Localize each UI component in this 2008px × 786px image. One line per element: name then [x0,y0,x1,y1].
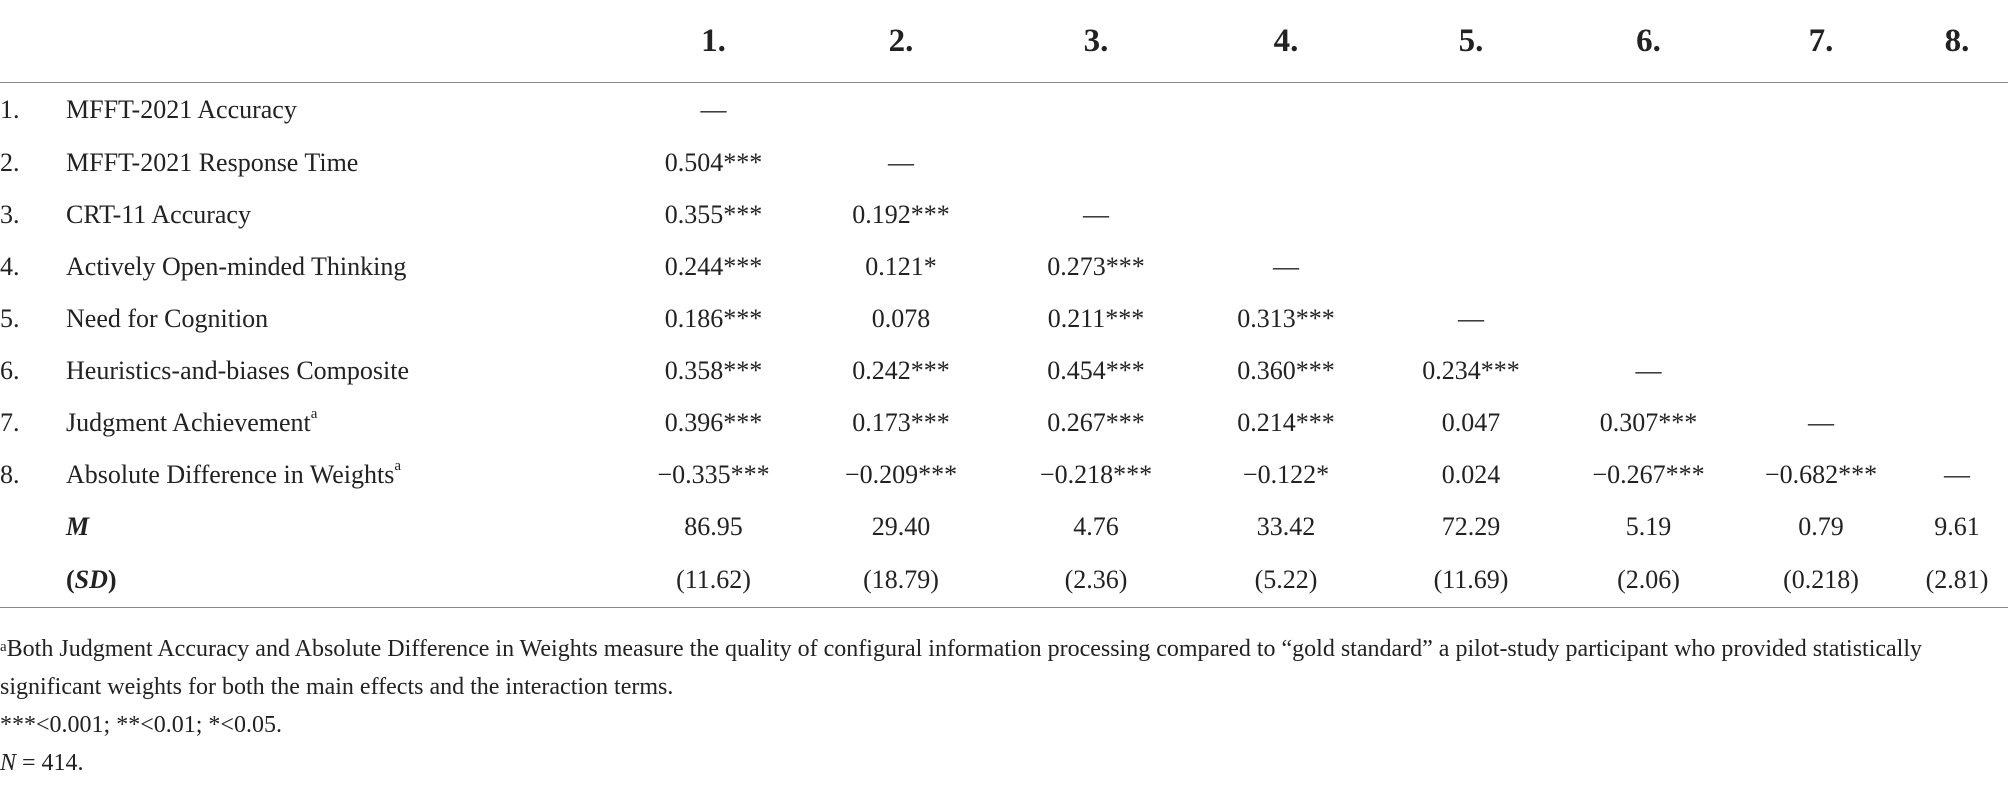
table-cell: 0.024 [1441,460,1501,489]
table-cell: 0.358*** [664,356,763,385]
sd-row-label: (SD) [66,553,626,608]
table-row [0,397,2008,449]
mean-cell: 0.79 [1798,512,1844,541]
table-cell [1736,137,1906,189]
significance-note: ***<0.001; **<0.01; *<0.05. [0,712,282,738]
table-row [0,449,2008,501]
header-blank-num [0,0,66,83]
column-header-7: 7. [1736,0,1906,83]
table-cell: — [1083,200,1109,229]
mean-cell: 5.19 [1625,512,1672,541]
column-header-2: 2. [801,0,1001,83]
sd-cell: (2.36) [1001,553,1191,608]
table-cell: 0.234*** [1422,356,1520,385]
table-cell [1736,83,1906,138]
table-cell [1381,83,1561,138]
table-cell: 0.313*** [1237,304,1335,333]
table-cell [1736,293,1906,345]
table-cell [1906,397,2008,449]
table-cell [1191,83,1381,138]
table-cell: 0.267*** [1047,408,1145,437]
table-cell [1001,137,1191,189]
table-cell [1561,293,1736,345]
table-row [0,345,2008,397]
table-cell [1561,189,1736,241]
mean-row-label: M [66,512,90,541]
table-cell: 0.078 [871,304,931,333]
table-cell: — [888,148,914,177]
sd-cell: (2.81) [1906,553,2008,608]
row-label: MFFT-2021 Response Time [66,148,359,177]
table-cell: 0.214*** [1237,408,1335,437]
table-cell [1381,189,1561,241]
mean-cell: 72.29 [1441,512,1501,541]
row-number: 1. [0,95,20,124]
table-row [0,83,2008,138]
row-label-footnote-mark: a [394,458,402,474]
n-value: = 414. [16,750,84,776]
table-cell: — [700,95,727,124]
table-cell: −0.682*** [1764,460,1878,489]
table-cell: 0.244*** [664,252,763,281]
table-notes [0,630,2000,782]
row-number: 3. [0,200,20,229]
table-row [0,189,2008,241]
table-cell: 0.242*** [852,356,950,385]
table-cell: — [1635,356,1662,385]
header-blank-label [66,0,626,83]
table-cell [1736,189,1906,241]
sd-cell: (5.22) [1191,553,1381,608]
table-cell: 0.307*** [1599,408,1698,437]
table-cell: — [1808,408,1834,437]
table-row [0,293,2008,345]
table-cell [1906,293,2008,345]
table-cell: 0.047 [1441,408,1501,437]
table-cell [1906,83,2008,138]
row-number: 8. [0,460,20,489]
table-cell [801,83,1001,138]
table-cell: 0.396*** [664,408,763,437]
column-header-3: 3. [1001,0,1191,83]
table-cell [1001,83,1191,138]
footnote-mark: a [0,639,7,655]
table-cell [1561,83,1736,138]
column-header-4: 4. [1191,0,1381,83]
table-cell: −0.267*** [1592,460,1705,489]
table-cell [1561,241,1736,293]
row-number: 5. [0,304,20,333]
table-cell: −0.335*** [657,460,770,489]
table-cell [1381,137,1561,189]
table-cell [1736,241,1906,293]
table-cell [1191,189,1381,241]
table-cell: 0.504*** [664,148,763,177]
row-number: 2. [0,148,20,177]
mean-cell: 9.61 [1934,512,1980,541]
table-header [0,0,2008,83]
table-cell: — [1944,460,1970,489]
row-label: MFFT-2021 Accuracy [66,95,297,124]
table-cell: — [1273,252,1299,281]
sd-cell: (11.62) [626,553,801,608]
table-cell [1191,137,1381,189]
table-cell: — [1458,304,1484,333]
table-cell: 0.360*** [1237,356,1335,385]
row-label: Absolute Difference in Weights$^a$ [66,458,402,489]
header-row [0,0,2008,83]
mean-cell: 29.40 [871,512,931,541]
table-cell [1906,241,2008,293]
table-cell [1906,189,2008,241]
sample-size-note [0,744,2000,782]
table-cell: 0.186*** [664,304,763,333]
table-cell: 0.121* [865,252,937,281]
mean-cell: 86.95 [684,512,743,541]
sd-cell: (18.79) [801,553,1001,608]
row-label: Need for Cognition [66,304,269,333]
table-cell [1736,345,1906,397]
table-cell: −0.122* [1242,460,1330,489]
footnote-a [0,630,2000,706]
table-cell: 0.173*** [852,408,950,437]
column-header-5: 5. [1381,0,1561,83]
row-label: Actively Open-minded Thinking [66,252,407,281]
table-cell: 0.454*** [1047,356,1145,385]
mean-row-blank [0,501,66,553]
row-label-footnote-mark: a [310,406,318,422]
column-header-8: 8. [1906,0,2008,83]
table-cell: 0.211*** [1047,304,1145,333]
sd-row-blank [0,553,66,608]
row-number: 4. [0,252,20,281]
table-cell: 0.273*** [1047,252,1145,281]
table-cell [1561,137,1736,189]
sd-row [0,553,2008,608]
row-label: Judgment Achievement$^a$ [66,406,318,437]
table-row [0,241,2008,293]
mean-cell: 33.42 [1256,512,1316,541]
mean-row [0,501,2008,553]
table-cell [1381,241,1561,293]
table-cell: −0.209*** [844,460,958,489]
row-label: CRT-11 Accuracy [66,200,251,229]
footnote-text: Both Judgment Accuracy and Absolute Difference in Weights measure the quality of configural information processing compared to “gold standard” a pilot-study participant who provided statistically significant weights for both the main effects and the interaction terms. [0,636,1923,700]
sd-cell: (0.218) [1736,553,1906,608]
column-header-6: 6. [1561,0,1736,83]
mean-cell: 4.76 [1073,512,1119,541]
sd-cell: (2.06) [1561,553,1736,608]
row-number: 7. [0,408,20,437]
row-label: Heuristics-and-biases Composite [66,356,409,385]
column-header-1: 1. [626,0,801,83]
table-cell: 0.355*** [664,200,763,229]
n-label: N [0,750,17,776]
table-row [0,137,2008,189]
table-cell: 0.192*** [852,200,950,229]
row-number: 6. [0,356,20,385]
sd-cell: (11.69) [1381,553,1561,608]
table-cell: −0.218*** [1039,460,1153,489]
table-cell [1906,345,2008,397]
table-body [0,83,2008,608]
table-cell [1906,137,2008,189]
